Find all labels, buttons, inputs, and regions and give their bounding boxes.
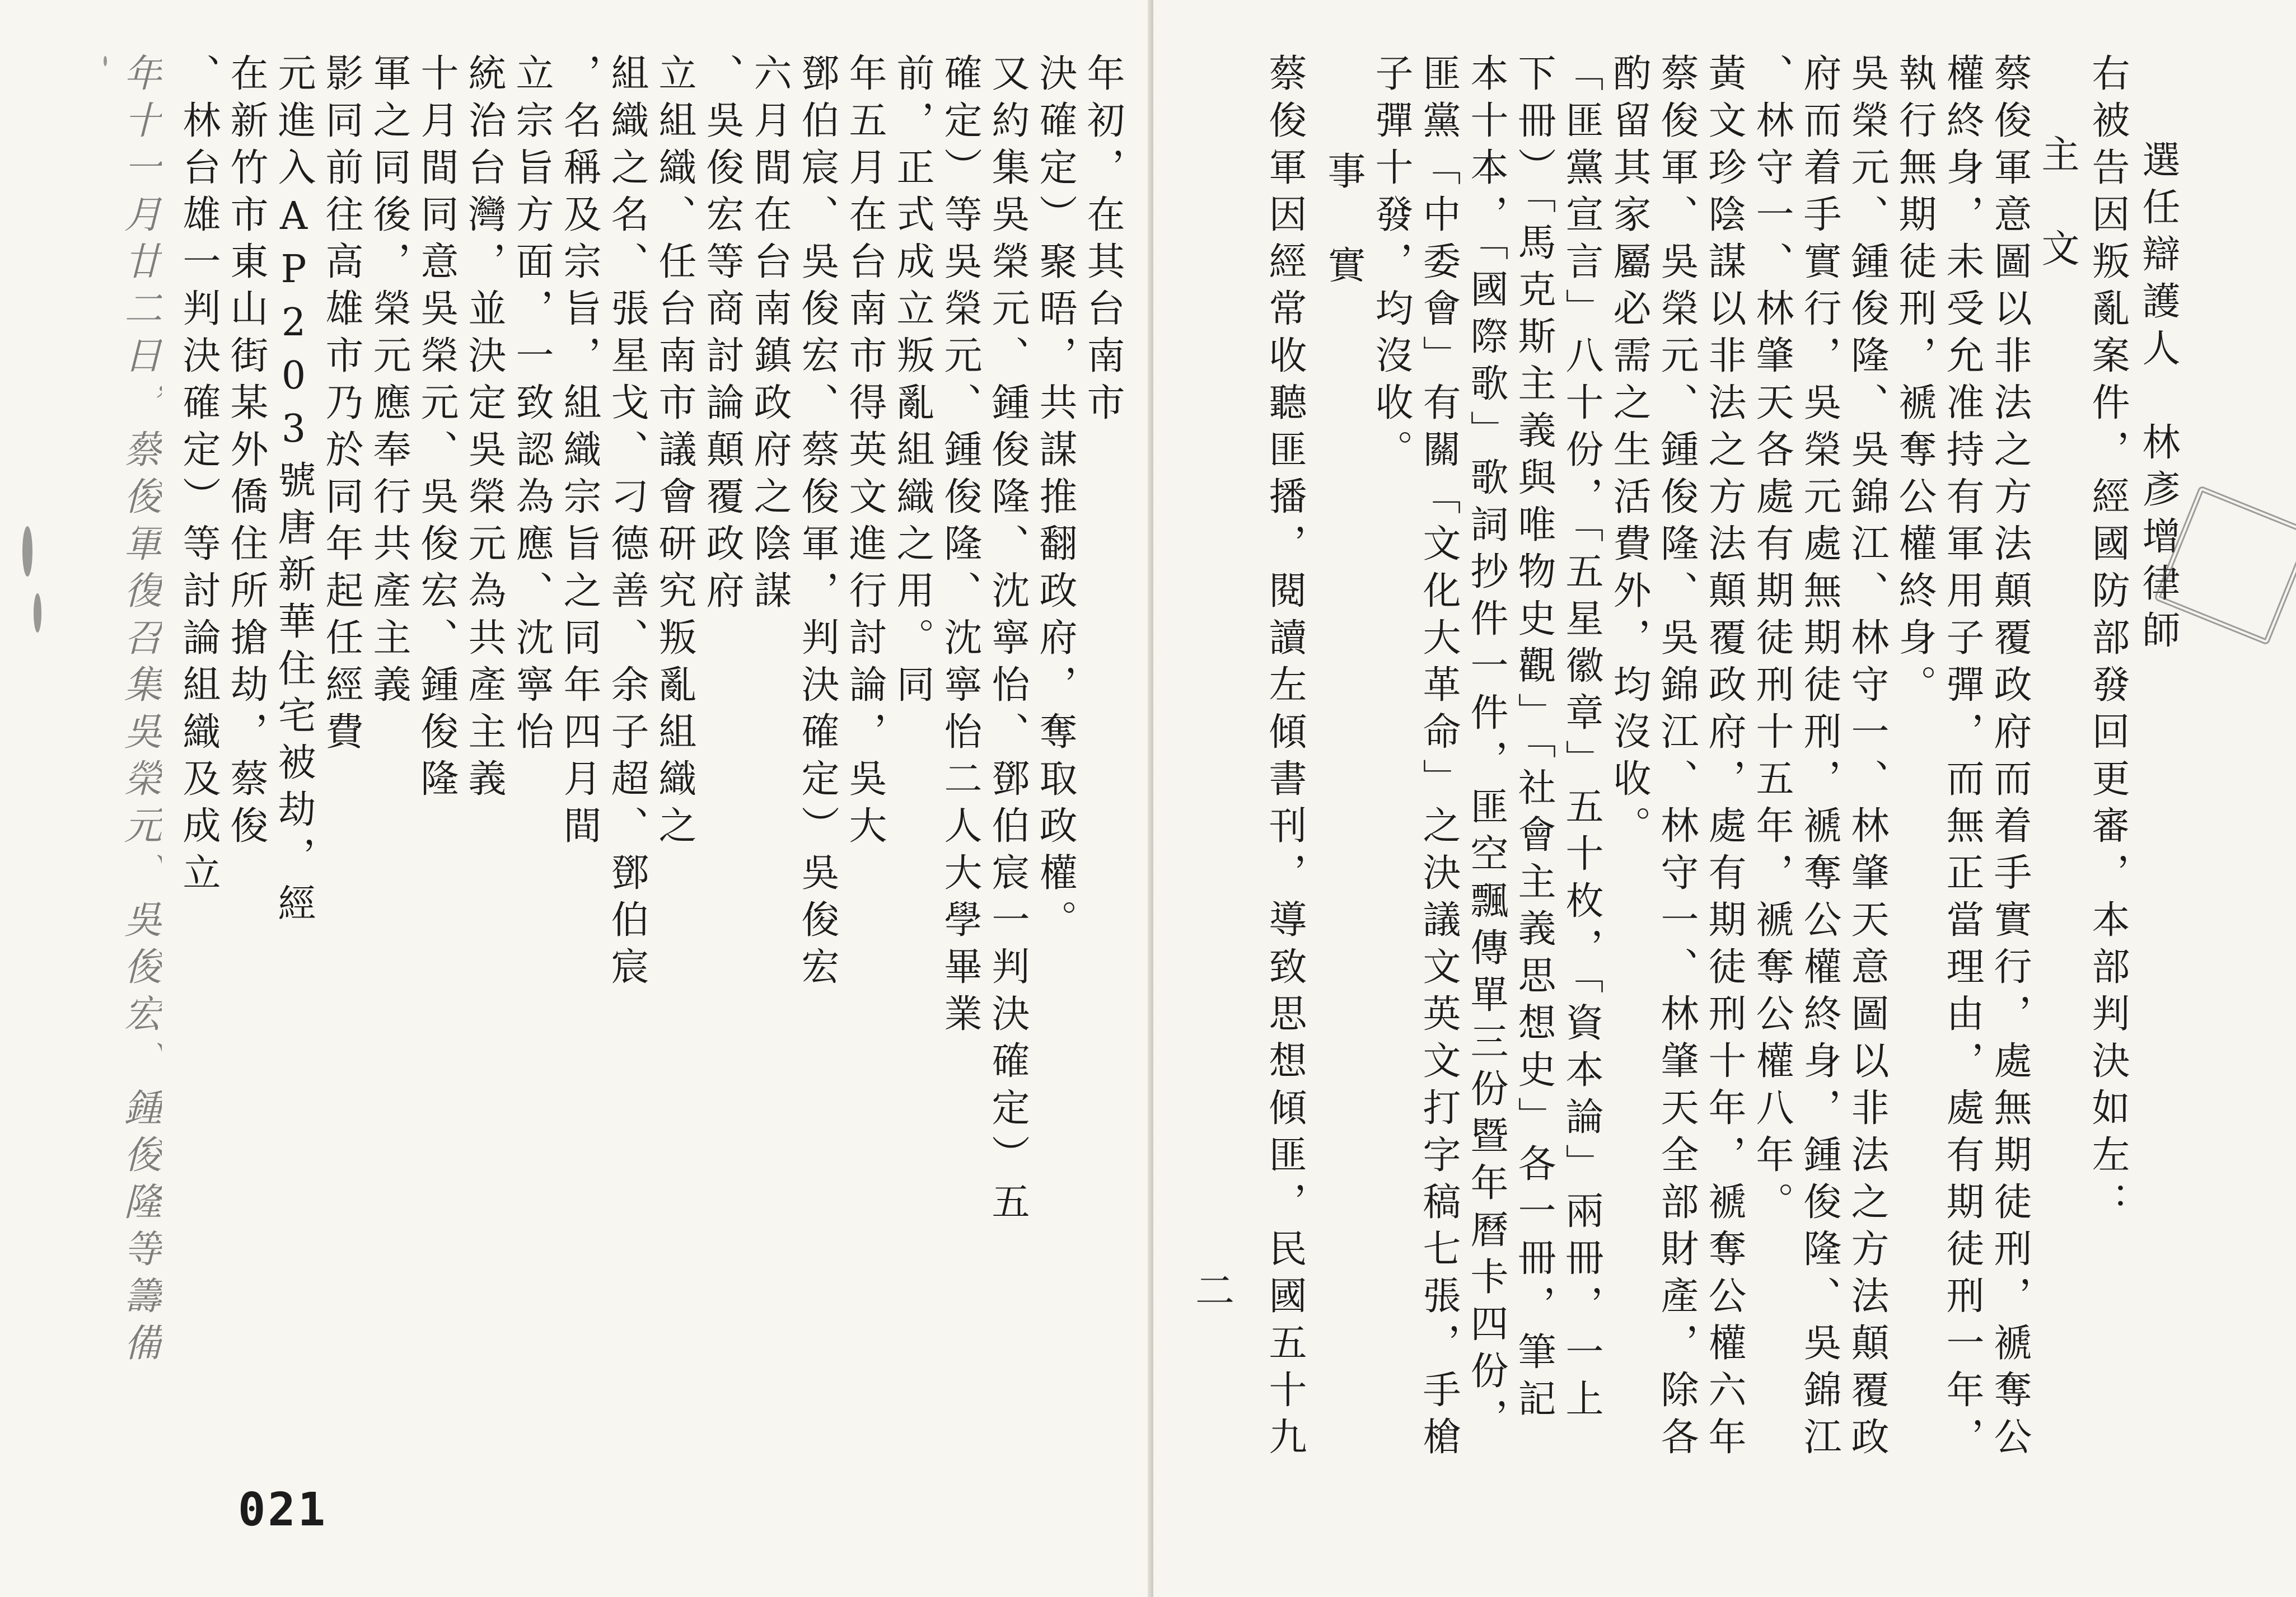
page-number: 021	[238, 1483, 328, 1537]
right-column: 黃文珍陰謀以非法之方法顛覆政府，處有期徒刑十年，褫奪公權六年	[1702, 53, 1746, 1464]
left-column: 年五月在台南市得英文進行討論，吳大	[843, 53, 887, 853]
right-column: 右被告因叛亂案件，經國防部發回更審，本部判決如左：	[2085, 53, 2130, 1229]
left-column: 又約集吳榮元、鍾俊隆、沈寧怡、鄧伯宸一判決確定）五	[985, 53, 1030, 1229]
scan-speck	[22, 526, 32, 577]
right-column: 、林守一、林肇天各處有期徒刑十五年，褫奪公權八年。	[1750, 53, 1794, 1229]
right-column: 下冊）「馬克斯主義與唯物史觀」「社會主義思想史」各一冊，筆記	[1512, 53, 1556, 1426]
right-column: 府而着手實行，吳榮元處無期徒刑，褫奪公權終身，鍾俊隆、吳錦江	[1797, 53, 1841, 1464]
left-column: 統治台灣，並決定吳榮元為共產主義	[462, 53, 506, 805]
right-column: 蔡俊軍意圖以非法之方法顛覆政府而着手實行，處無期徒刑，褫奪公	[1988, 53, 2032, 1464]
right-column: 蔡俊軍因經常收聽匪播，閱讀左傾書刊，導致思想傾匪，民國五十九	[1262, 53, 1307, 1464]
left-column: 前，正式成立叛亂組織之用。同	[890, 53, 934, 711]
left-column: 鄧伯宸、吳俊宏、蔡俊軍，判決確定）吳俊宏	[795, 53, 839, 994]
left-column: 元進入AP203號唐新華住宅被劫，經	[272, 53, 316, 930]
left-column: 六月間在台南鎮政府之陰謀	[747, 53, 792, 617]
section-heading-facts: 事 實	[1321, 151, 1366, 292]
left-column: ，名稱及宗旨，組織宗旨之同年四月間	[557, 53, 601, 853]
scan-speck	[104, 56, 107, 66]
right-column: 子彈十發，均沒收。	[1369, 53, 1413, 476]
left-column: 決確定）聚晤，共謀推翻政府，奪取政權。	[1033, 53, 1077, 947]
left-column: 軍之同後，榮元應奉行共產主義	[367, 53, 411, 711]
side-page-marker: 二	[1195, 1268, 1234, 1314]
right-column: 本十本，「國際歌」歌詞抄件一件，匪空飄傳單三份暨年曆卡四份，	[1464, 53, 1508, 1445]
left-column: 年初，在其台南市	[1081, 53, 1125, 429]
left-column: 、吳俊宏等商討論顛覆政府	[700, 53, 744, 617]
right-column: 權終身，未受允准持有軍用子彈，而無正當理由，處有期徒刑一年，	[1940, 53, 1984, 1464]
left-column: 組織之名、張星戈、刁德善、余子超、鄧伯宸	[605, 53, 649, 994]
left-column: 、林台雄一判決確定）等討論組織及成立	[176, 53, 221, 900]
right-page	[1153, 0, 2296, 1597]
handwritten-margin-note: 年十一月廿二日，蔡俊軍復召集吳榮元、吳俊宏、鍾俊隆等籌備	[118, 53, 162, 1370]
left-column: 立組織、任台南市議會研究叛亂組織之	[652, 53, 696, 853]
right-column: 執行無期徒刑，褫奪公權終身。	[1892, 53, 1937, 711]
right-column: 吳榮元、鍾俊隆、吳錦江、林守一、林肇天意圖以非法之方法顛覆政	[1845, 53, 1889, 1464]
right-column: 匪黨「中委會」有關「文化大革命」之決議文英文打字稿七張，手槍	[1416, 53, 1461, 1464]
section-heading-main-text: 主 文	[2035, 134, 2079, 275]
right-column: 蔡俊軍、吳榮元、鍾俊隆、吳錦江、林守一、林肇天全部財產，除各	[1654, 53, 1699, 1464]
left-column: 確定）等吳榮元、鍾俊隆、沈寧怡二人大學畢業	[938, 53, 982, 1041]
left-column: 影同前往高雄市乃於同年起任經費	[319, 53, 363, 758]
left-column: 在新竹市東山街某外僑住所搶劫，蔡俊	[224, 53, 268, 853]
left-column: 十月間同意吳榮元、吳俊宏、鍾俊隆	[414, 53, 459, 805]
scan-speck	[34, 593, 41, 633]
right-column: 「匪黨宣言」八十份，「五星徽章」五十枚，「資本論」兩冊，一上	[1559, 53, 1603, 1426]
left-column: 立宗旨方面，一致認為應、沈寧怡	[509, 53, 554, 758]
right-column: 酌留其家屬必需之生活費外，均沒收。	[1607, 53, 1651, 853]
defense-counsel-line: 選任辯護人 林彥增律師	[2136, 140, 2180, 657]
